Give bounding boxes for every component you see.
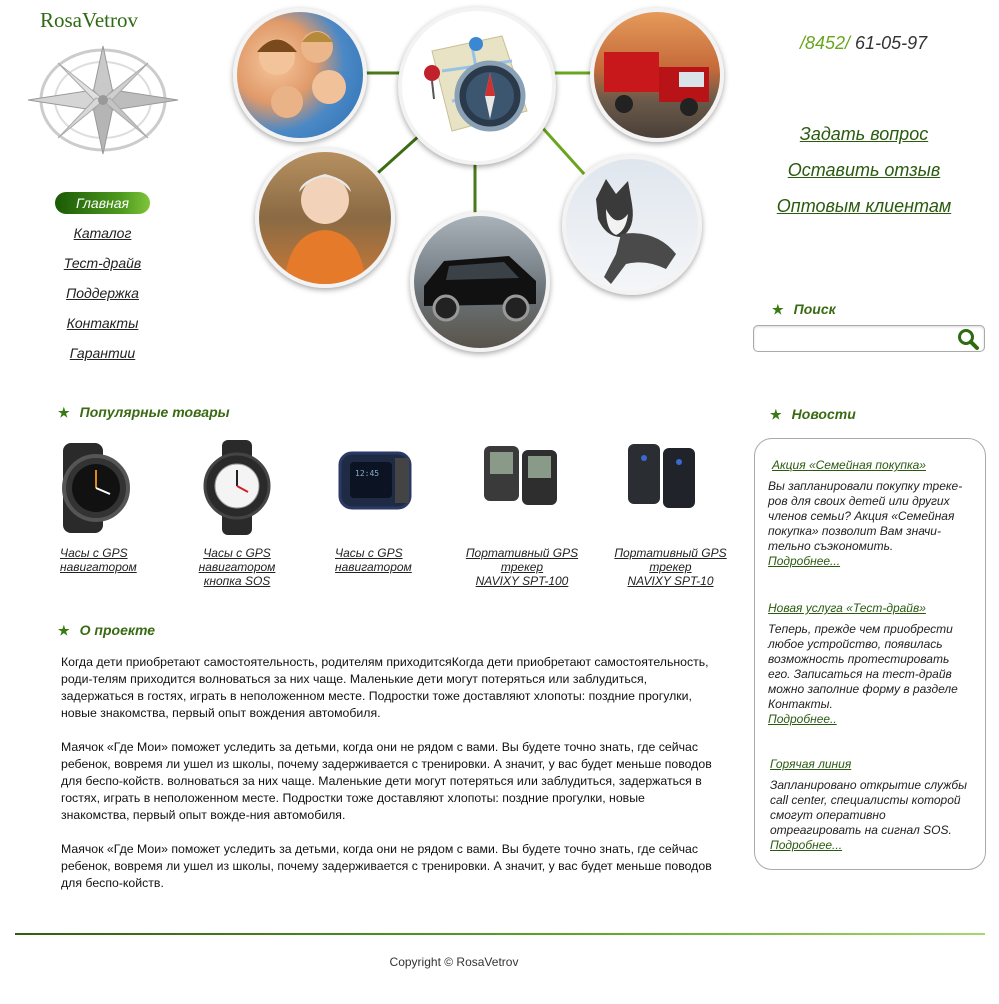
header-links <box>760 122 968 230</box>
product-label[interactable]: Портативный GPS трекер NAVIXY SPT-10 <box>614 546 727 588</box>
main-nav <box>55 192 150 372</box>
product-card[interactable] <box>335 438 480 574</box>
star-icon: ★ <box>58 623 70 638</box>
husky-dog-photo <box>562 155 702 295</box>
about-paragraph: Маячок «Где Мои» поможет уследить за детьми, когда они не рядом с вами. Вы будете точно знать, где сейчас ребенок, вовремя ли ушел из школы, почему задерживается с тренировки. А значит, у вас будет меньше поводов для беспо-койств. <box>61 842 712 890</box>
popular-title: ★ Популярные товары <box>58 404 230 420</box>
copyright: Copyright © RosaVetrov <box>389 955 519 969</box>
nav-item-test-drive[interactable]: Тест-драйв <box>63 255 142 271</box>
nav-item-home[interactable]: Главная <box>55 192 150 214</box>
nav-item-guarantees[interactable]: Гарантии <box>69 345 136 361</box>
news-item <box>768 458 968 569</box>
logo-text[interactable]: RosaVetrov <box>40 8 138 32</box>
product-card[interactable] <box>608 438 753 588</box>
search-title: ★ Поиск <box>772 301 836 317</box>
phone-code: /8452/ <box>800 33 851 53</box>
news-more-link[interactable]: Подробнее... <box>770 838 843 852</box>
product-card[interactable] <box>462 438 607 588</box>
product-label[interactable]: Часы с GPS навигатором <box>60 546 137 574</box>
search-icon[interactable] <box>956 327 980 351</box>
leave-review-link[interactable]: Оставить отзыв <box>787 160 941 180</box>
news-item-title[interactable]: Новая услуга «Тест-драйв» <box>768 601 926 615</box>
star-icon: ★ <box>770 407 782 422</box>
about-title: ★ О проекте <box>58 622 156 638</box>
news-item <box>770 757 970 853</box>
news-more-link[interactable]: Подробнее.. <box>768 712 837 726</box>
product-label[interactable]: Часы с GPS навигатором кнопка SOS <box>198 546 276 588</box>
search-box <box>753 325 985 352</box>
news-item-title[interactable]: Акция «Семейная покупка» <box>772 458 926 472</box>
truck-photo <box>590 8 724 142</box>
news-more-link[interactable]: Подробнее... <box>768 554 841 568</box>
product-card[interactable] <box>48 438 193 574</box>
nav-item-support[interactable]: Поддержка <box>66 285 139 301</box>
tracker-spt10-product-image <box>608 438 753 538</box>
star-icon: ★ <box>772 302 784 317</box>
about-paragraph: Маячок «Где Мои» поможет уследить за детьми, когда они не рядом с вами. Вы будете точно знать, где сейчас ребенок, вовремя ли ушел из школы, почему задерживается с тренировки. А значит, у вас будет меньше поводов для беспо-койств. волноваться за них чаще. Маленькие дети могут потеряться или заблудиться, задержаться в гостях, играть в неположенном месте. Подростки тоже доставляют хлопоты: поздние прогулки, новые знакомства, первый опыт вожде-ния автомобиля. <box>61 740 712 822</box>
nav-item-catalog[interactable]: Каталог <box>73 225 132 241</box>
news-item-title[interactable]: Горячая линия <box>770 757 852 771</box>
search-input[interactable] <box>758 328 952 349</box>
phone-digits: 61-05-97 <box>850 33 928 53</box>
svg-text:12:45: 12:45 <box>355 469 380 478</box>
product-label[interactable]: Портативный GPS трекер NAVIXY SPT-100 <box>465 546 579 588</box>
footer-divider <box>15 933 985 935</box>
news-title: ★ Новости <box>770 406 856 422</box>
product-label[interactable]: Часы с GPS навигатором <box>335 546 412 574</box>
news-item <box>768 601 968 727</box>
about-paragraph: Когда дети приобретают самостоятельность, родителям приходитсяКогда дети приобретают самостоятельность, роди-телям приходится волноваться за них чаще. Маленькие дети могут потеряться или заблудиться, задержаться в гостях, играть в неположенном месте. Подростки тоже доставляют хлопоты: поздние прогулки, новые знакомства, первый опыт вождения автомобиля. <box>61 655 709 720</box>
nav-item-contacts[interactable]: Контакты <box>66 315 139 331</box>
wholesale-link[interactable]: Оптовым клиентам <box>776 196 952 216</box>
star-icon: ★ <box>58 405 70 420</box>
news-item-text: Вы запланировали покупку треке-ров для своих детей или других членов семьи? Акция «Семейная покупка» позволит Вам значи-тельно съэкономить. <box>768 479 963 553</box>
about-text <box>61 654 713 909</box>
map-compass-photo <box>398 7 556 165</box>
compass-rose-logo-icon <box>18 38 188 158</box>
grandmother-photo <box>255 148 395 288</box>
news-item-text: Теперь, прежде чем приобрести любое устройство, появилась возможность протестировать его. Записаться на тест-драйв можно заполние форму в разделе Контакты. <box>768 622 958 711</box>
suv-photo <box>410 212 550 352</box>
ask-question-link[interactable]: Задать вопрос <box>799 124 929 144</box>
watch-navigator-product-image <box>335 438 480 538</box>
phone-number <box>800 33 927 54</box>
kids-photo <box>233 8 367 142</box>
news-item-text: Запланировано открытие службы call center, специалисты которой смогут оперативно отреагировать на сигнал SOS. <box>770 778 967 837</box>
product-card[interactable] <box>192 438 337 588</box>
watch-sos-product-image <box>192 438 337 538</box>
watch-product-image <box>48 438 193 538</box>
tracker-spt100-product-image <box>462 438 607 538</box>
